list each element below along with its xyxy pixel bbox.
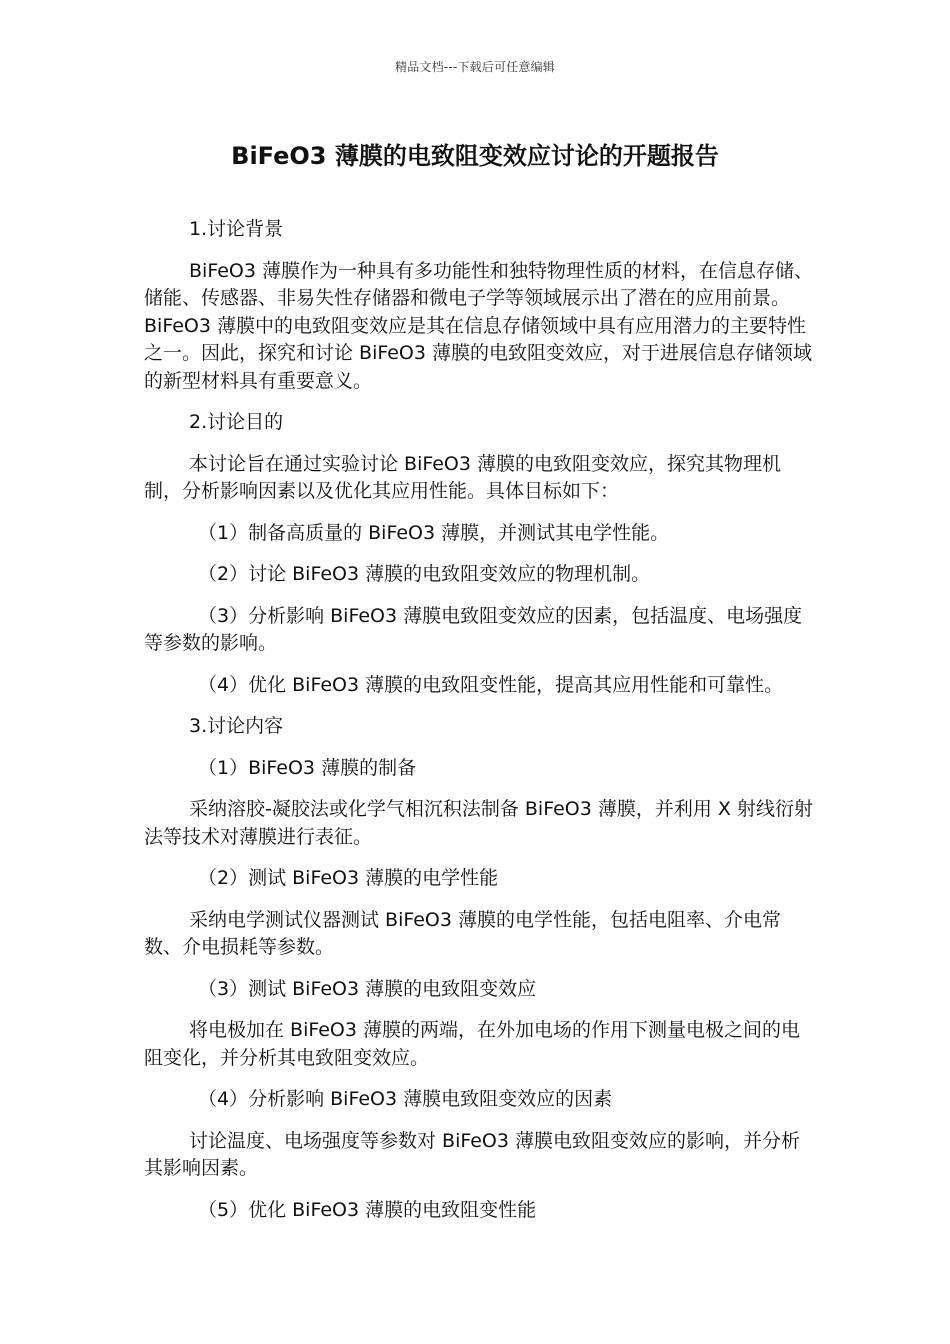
content-subheading-5: （5）优化 BiFeO3 薄膜的电致阻变性能 [198,1198,537,1221]
content-subheading-4: （4）分析影响 BiFeO3 薄膜电致阻变效应的因素 [198,1088,613,1110]
content-paragraph-1: 采纳溶胶-凝胶法或化学气相沉积法制备 BiFeO3 薄膜，并利用 X 射线衍射法等技术对薄膜进行表征。 [144,798,813,848]
content-paragraph-2: 采纳电学测试仪器测试 BiFeO3 薄膜的电学性能，包括电阻率、介电常数、介电损耗等参数。 [144,908,782,958]
content-subheading-1: （1）BiFeO3 薄膜的制备 [198,756,417,779]
paragraph-background: BiFeO3 薄膜作为一种具有多功能性和独特物理性质的材料，在信息存储、储能、传感器、非易失性存储器和微电子学等领域展示出了潜在的应用前景。 BiFeO3 薄膜中的电致阻变效应是其在信息存储领域中具有应用潜力的主要特性之一。因此，探究和讨论 BiFeO3 薄膜的电致阻变效应，对于进展信息存储领域的新型材料具有重要意义。 [144,259,813,392]
content-paragraph-3: 将电极加在 BiFeO3 薄膜的两端，在外加电场的作用下测量电极之间的电阻变化，并分析其电致阻变效应。 [144,1019,801,1069]
goal-item-2: （2）讨论 BiFeO3 薄膜的电致阻变效应的物理机制。 [198,563,651,585]
document-title: BiFeO3 薄膜的电致阻变效应讨论的开题报告 [231,142,719,170]
content-paragraph-4: 讨论温度、电场强度等参数对 BiFeO3 薄膜电致阻变效应的影响，并分析其影响因素。 [144,1129,801,1179]
header-note: 精品文档---下载后可任意编辑 [395,60,555,74]
content-subheading-2: （2）测试 BiFeO3 薄膜的电学性能 [198,867,499,889]
content-subheading-3: （3）测试 BiFeO3 薄膜的电致阻变效应 [198,977,537,1000]
goal-item-4: （4）优化 BiFeO3 薄膜的电致阻变性能，提高其应用性能和可靠性。 [198,673,784,696]
section-heading-background: 1.讨论背景 [189,218,284,240]
section-heading-content: 3.讨论内容 [189,715,284,737]
paragraph-purpose: 本讨论旨在通过实验讨论 BiFeO3 薄膜的电致阻变效应，探究其物理机制，分析影响因素以及优化其应用性能。具体目标如下： [144,452,782,502]
goal-item-1: （1）制备高质量的 BiFeO3 薄膜，并测试其电学性能。 [198,521,670,544]
goal-item-3: （3）分析影响 BiFeO3 薄膜电致阻变效应的因素，包括温度、电场强度等参数的影响。 [144,604,803,654]
document-body [144,216,814,1238]
section-heading-purpose: 2.讨论目的 [189,411,284,433]
